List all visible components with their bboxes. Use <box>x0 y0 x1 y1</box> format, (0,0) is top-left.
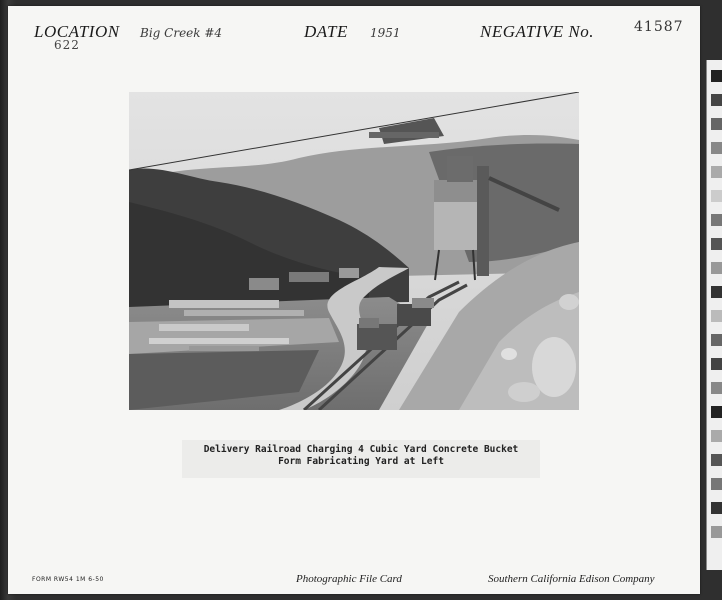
photograph-scene <box>129 92 579 410</box>
form-code: FORM RW54 1M 6-50 <box>32 576 104 583</box>
negative-number: 41587 <box>634 19 684 35</box>
photograph <box>129 92 579 410</box>
photo-caption <box>182 440 540 478</box>
location-label: LOCATION <box>34 22 120 41</box>
caption-line-1: Delivery Railroad Charging 4 Cubic Yard Concrete Bucket <box>203 444 519 455</box>
calibration-strip <box>706 60 722 570</box>
date-value: 1951 <box>370 26 401 40</box>
location-value: Big Creek #4 <box>140 26 223 40</box>
card-type: Photographic File Card <box>296 573 402 585</box>
date-label: DATE <box>304 22 348 41</box>
negative-label: NEGATIVE No. <box>480 22 594 41</box>
company-name: Southern California Edison Company <box>488 573 655 585</box>
caption-line-2: Form Fabricating Yard at Left <box>278 456 444 467</box>
location-stamp: 622 <box>54 38 80 52</box>
